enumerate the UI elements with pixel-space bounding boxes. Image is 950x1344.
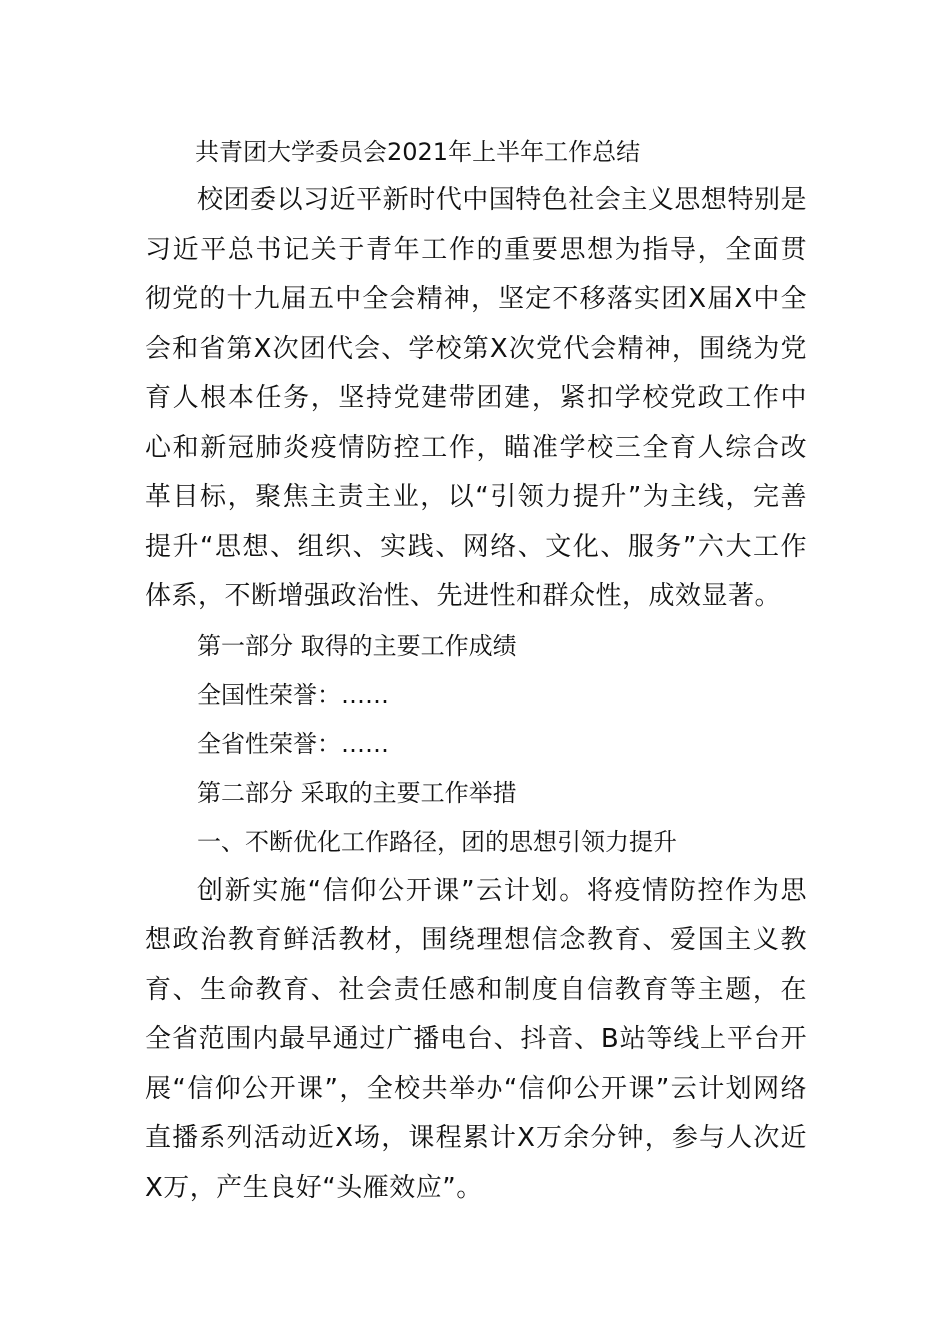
section1-heading: 一、不断优化工作路径，团的思想引领力提升 [197,827,677,856]
part1-heading: 第一部分 取得的主要工作成绩 [197,631,517,660]
intro-paragraph: 校团委以习近平新时代中国特色社会主义思想特别是习近平总书记关于青年工作的重要思想为指导，全面贯彻党的十九届五中全会精神，坚定不移落实团X届X中全会和省第X次团代会、学校第X次党代会精神，围绕为党育人根本任务，坚持党建带团建，紧扣学校党政工作中心和新冠肺炎疫情防控工作，瞄准学校三全育人综合改革目标，聚焦主责主业，以“引领力提升”为主线，完善提升“思想、组织、实践、网络、文化、服务”六大工作体系，不断增强政治性、先进性和群众性，成效显著。 [145,185,807,611]
section1-paragraph: 创新实施“信仰公开课”云计划。将疫情防控作为思想政治教育鲜活教材，围绕理想信念教育、爱国主义教育、生命教育、社会责任感和制度自信教育等主题，在全省范围内最早通过广播电台、抖音、B站等线上平台开展“信仰公开课”，全校共举办“信仰公开课”云计划网络直播系列活动近X场，课程累计X万余分钟，参与人次近X万，产生良好“头雁效应”。 [145,875,807,1203]
document-page [145,128,807,1213]
national-honor-line: 全国性荣誉：…… [197,680,389,709]
provincial-honor-line: 全省性荣誉：…… [197,729,389,758]
document-title: 共青团大学委员会2021年上半年工作总结 [195,138,641,166]
part2-heading: 第二部分 采取的主要工作举措 [197,778,517,807]
